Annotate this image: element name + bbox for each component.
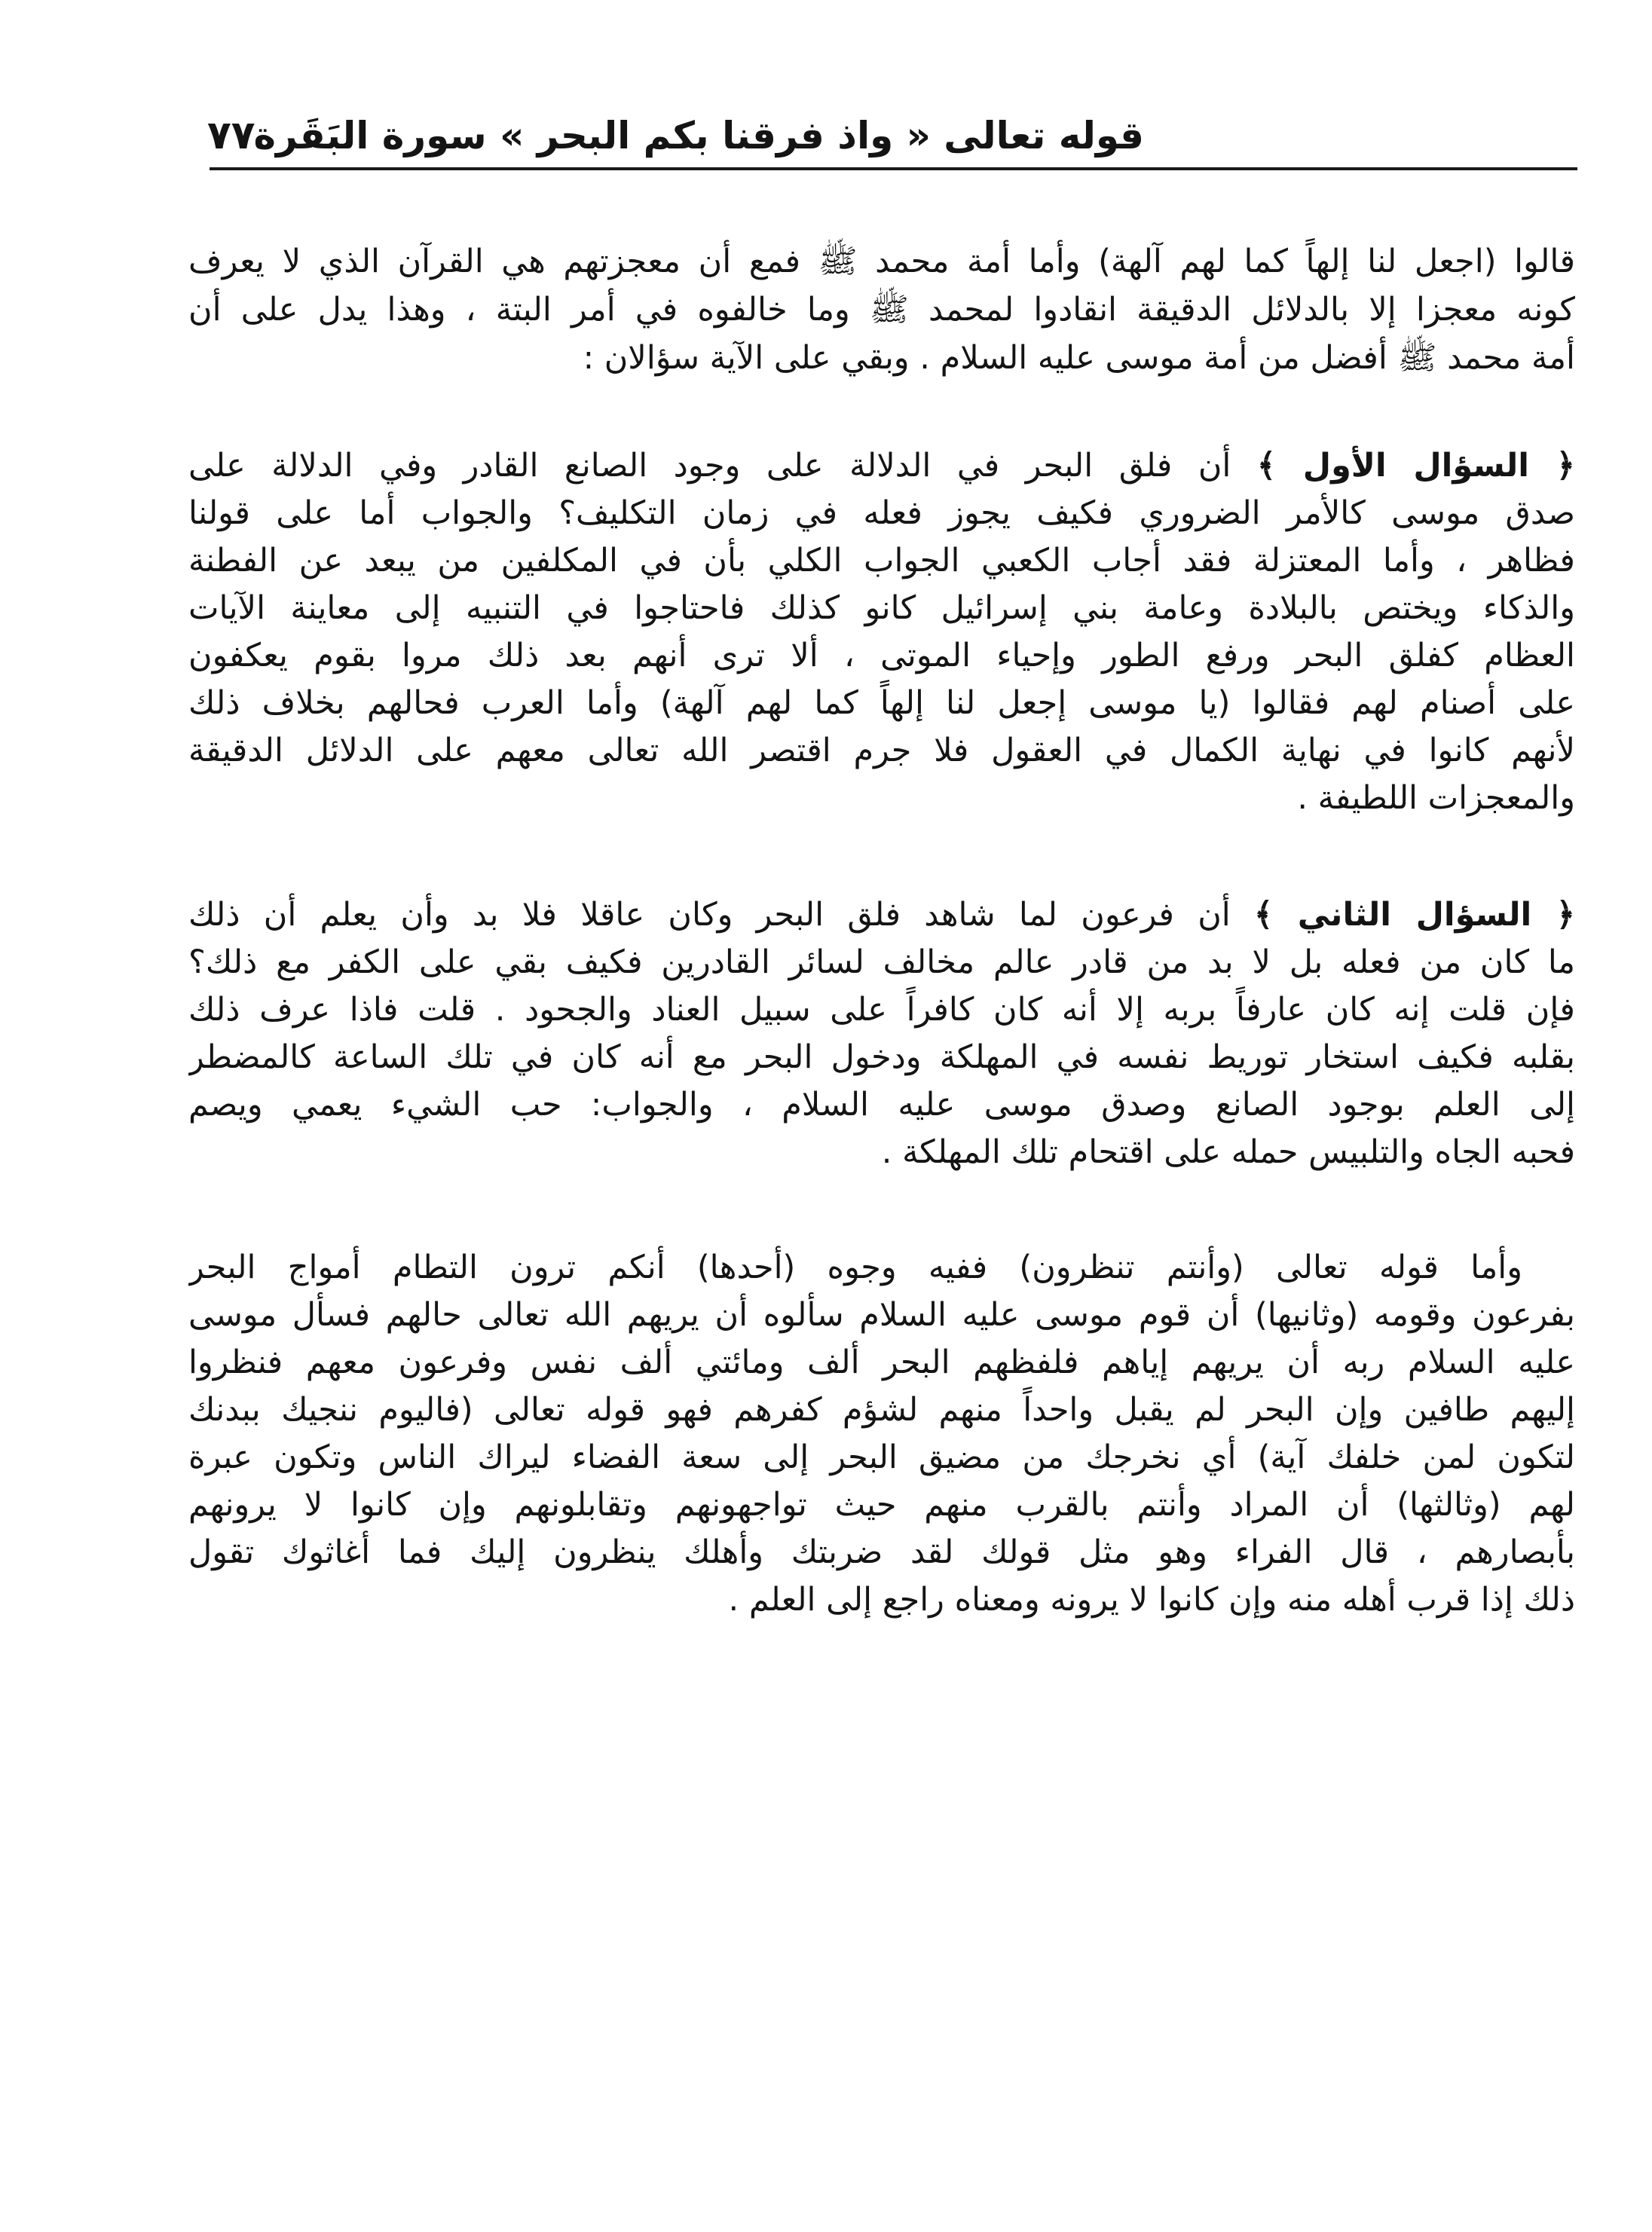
text-line: على أصنام لهم فقالوا (يا موسى إجعل لنا إلهاً كما لهم آلهة) وأما العرب فحالهم بخلاف ذلك (188, 684, 1575, 722)
text-line: قالوا (اجعل لنا إلهاً كما لهم آلهة) وأما أمة محمد ﷺ فمع أن معجزتهم هي القرآن الذي لا يعرف (188, 243, 1575, 280)
paragraph-4 (188, 1244, 1575, 1624)
text-line: لهم (وثالثها) أن المراد وأنتم بالقرب منهم حيث تواجهونهم وتقابلونهم وإن كانوا لا يرونهم (188, 1486, 1575, 1524)
line-text: أن فلق البحر في الدلالة على وجود الصانع القادر وفي الدلالة على (188, 447, 1231, 485)
page-number: ٧٧ (207, 113, 255, 158)
line-text: أن فرعون لما شاهد فلق البحر وكان عاقلا فلا بد وأن يعلم أن ذلك (188, 896, 1231, 934)
question-heading: ﴿ السؤال الأول ﴾ (1256, 447, 1575, 485)
text-line: لتكون لمن خلفك آية) أي نخرجك من مضيق البحر إلى سعة الفضاء ليراك الناس وتكون عبرة (188, 1439, 1575, 1476)
text-line: فحبه الجاه والتلبيس حمله على اقتحام تلك المهلكة . (881, 1133, 1575, 1171)
text-line: وأما قوله تعالى (وأنتم تنظرون) ففيه وجوه (أحدها) أنكم ترون التطام أمواج البحر (188, 1249, 1522, 1286)
text-line: فظاهر ، وأما المعتزلة فقد أجاب الكعبي الجواب الكلي بأن في المكلفين من يبعد عن الفطنة (188, 542, 1575, 579)
text-line: فإن قلت إنه كان عارفاً بربه إلا أنه كان كافراً على سبيل العناد والجحود . قلت فاذا عرف ذلك (188, 991, 1575, 1029)
text-line: عليه السلام ربه أن يريهم إياهم فلفظهم البحر ألف ومائتي ألف نفس وفرعون معهم فنظروا (188, 1344, 1575, 1381)
text-line: العظام كفلق البحر ورفع الطور وإحياء الموتى ، ألا ترى أنهم بعد ذلك مروا بقوم يعكفون (188, 637, 1575, 674)
text-line: أمة محمد ﷺ أفضل من أمة موسى عليه السلام . وبقي على الآية سؤالان : (583, 339, 1575, 377)
text-line: صدق موسى كالأمر الضروري فكيف يجوز فعله في زمان التكليف؟ والجواب أما على قولنا (188, 494, 1575, 532)
body-text (188, 237, 1575, 1684)
text-line: بفرعون وقومه (وثانيها) أن قوم موسى عليه السلام سألوه أن يريهم الله تعالى حالهم فسأل موسى (188, 1296, 1575, 1334)
text-line: ما كان من فعله بل لا بد من قادر عالم مخالف لسائر القادرين فكيف بقي على الكفر مع ذلك؟ (188, 943, 1575, 981)
text-line: لأنهم كانوا في نهاية الكمال في العقول فلا جرم اقتصر الله تعالى معهم على الدلائل الدقيقة (188, 732, 1575, 769)
text-line: والذكاء ويختص بالبلادة وعامة بني إسرائيل كانو كذلك فاحتاجوا في التنبيه إلى معاينة الآيات (188, 589, 1575, 627)
text-line: ذلك إذا قرب أهله منه وإن كانوا لا يرونه ومعناه راجع إلى العلم . (728, 1581, 1575, 1619)
paragraph-1 (188, 237, 1575, 382)
running-title: قوله تعالى « واذ فرقنا بكم البحر » سورة البَقَرة (253, 114, 1144, 157)
page-header (203, 105, 1581, 173)
paragraph-question-1 (188, 442, 1575, 822)
text-line: والمعجزات اللطيفة . (1297, 779, 1575, 817)
text-line: كونه معجزا إلا بالدلائل الدقيقة انقادوا لمحمد ﷺ وما خالفوه في أمر البتة ، وهذا يدل على أن (188, 291, 1575, 329)
text-line (188, 442, 1575, 490)
text-line: بقلبه فكيف استخار توريط نفسه في المهلكة ودخول البحر مع أنه كان في تلك الساعة كالمضطر (188, 1038, 1575, 1076)
header-divider (210, 167, 1577, 170)
question-heading: ﴿ السؤال الثاني ﴾ (1254, 896, 1575, 934)
text-line (188, 891, 1575, 939)
text-line: إليهم طافين وإن البحر لم يقبل واحداً منهم لشؤم كفرهم فهو قوله تعالى (فاليوم ننجيك ببدنك (188, 1391, 1575, 1429)
text-line: إلى العلم بوجود الصانع وصدق موسى عليه السلام ، والجواب: حب الشيء يعمي ويصم (188, 1086, 1575, 1124)
text-line: بأبصارهم ، قال الفراء وهو مثل قولك لقد ضربتك وأهلك ينظرون إليك فما أغاثوك تقول (188, 1533, 1575, 1571)
paragraph-question-2 (188, 891, 1575, 1176)
